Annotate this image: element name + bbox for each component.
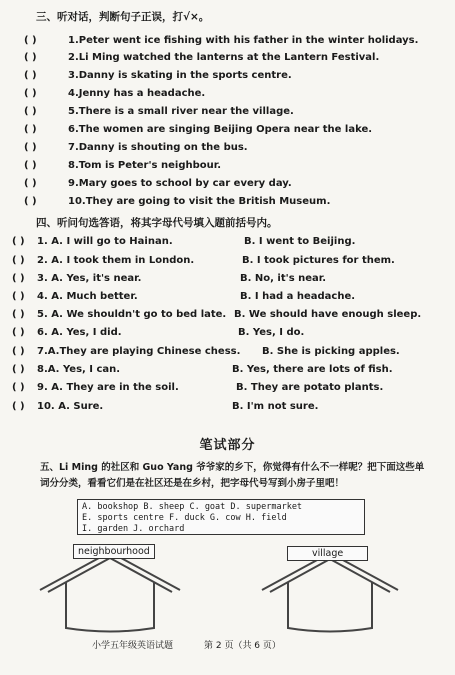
option-a: 3. A. Yes, it's near. bbox=[37, 273, 142, 284]
option-a: 4. A. Much better. bbox=[37, 291, 138, 302]
answer-bracket[interactable]: ( ) bbox=[12, 273, 25, 284]
section4-heading: 四、听问句选答语，将其字母代号填入题前括号内。 bbox=[36, 217, 278, 229]
option-a: 9. A. They are in the soil. bbox=[37, 382, 179, 393]
answer-bracket[interactable]: ( ) bbox=[24, 178, 37, 189]
section3-heading: 三、听对话，判断句子正误，打√×。 bbox=[36, 11, 210, 23]
answer-bracket[interactable]: ( ) bbox=[12, 236, 25, 247]
answer-bracket[interactable]: ( ) bbox=[12, 309, 25, 320]
option-b: B. I took pictures for them. bbox=[242, 255, 395, 266]
word-bank-line: A. bookshop B. sheep C. goat D. supermarket bbox=[82, 502, 303, 512]
statement-text: 8.Tom is Peter's neighbour. bbox=[68, 160, 222, 171]
option-b: B. I'm not sure. bbox=[232, 401, 319, 412]
statement-text: 2.Li Ming watched the lanterns at the Lantern Festival. bbox=[68, 52, 380, 63]
statement-text: 9.Mary goes to school by car every day. bbox=[68, 178, 292, 189]
answer-bracket[interactable]: ( ) bbox=[12, 382, 25, 393]
option-b: B. Yes, there are lots of fish. bbox=[232, 364, 393, 375]
option-a: 8.A. Yes, I can. bbox=[37, 364, 121, 375]
village-label: village bbox=[287, 546, 368, 561]
footer-page-number: 第 2 页（共 6 页） bbox=[204, 641, 281, 651]
answer-bracket[interactable]: ( ) bbox=[24, 35, 37, 46]
answer-bracket[interactable]: ( ) bbox=[24, 52, 37, 63]
statement-text: 1.Peter went ice fishing with his father in the winter holidays. bbox=[68, 35, 419, 46]
answer-bracket[interactable]: ( ) bbox=[12, 364, 25, 375]
statement-text: 5.There is a small river near the village. bbox=[68, 106, 294, 117]
option-b: B. They are potato plants. bbox=[236, 382, 384, 393]
answer-bracket[interactable]: ( ) bbox=[24, 124, 37, 135]
option-b: B. No, it's near. bbox=[240, 273, 327, 284]
neighbourhood-house bbox=[40, 552, 180, 632]
option-a: 5. A. We shouldn't go to bed late. bbox=[37, 309, 227, 320]
section5-instruction-line1: 五、Li Ming 的社区和 Guo Yang 爷爷家的乡下，你觉得有什么不一样呢？把下面这些单 bbox=[40, 462, 425, 473]
answer-bracket[interactable]: ( ) bbox=[24, 196, 37, 207]
option-a: 1. A. I will go to Hainan. bbox=[37, 236, 173, 247]
option-b: B. I went to Beijing. bbox=[244, 236, 356, 247]
option-a: 10. A. Sure. bbox=[37, 401, 104, 412]
option-b: B. Yes, I do. bbox=[238, 327, 305, 338]
section5-instruction-line2: 词分分类，看看它们是在社区还是在乡村，把字母代号写到小房子里吧！ bbox=[40, 478, 345, 489]
statement-text: 6.The women are singing Beijing Opera near the lake. bbox=[68, 124, 373, 135]
option-a: 6. A. Yes, I did. bbox=[37, 327, 122, 338]
answer-bracket[interactable]: ( ) bbox=[12, 401, 25, 412]
statement-text: 10.They are going to visit the British Museum. bbox=[68, 196, 331, 207]
option-b: B. I had a headache. bbox=[240, 291, 356, 302]
answer-bracket[interactable]: ( ) bbox=[12, 291, 25, 302]
answer-bracket[interactable]: ( ) bbox=[24, 160, 37, 171]
statement-text: 7.Danny is shouting on the bus. bbox=[68, 142, 248, 153]
answer-bracket[interactable]: ( ) bbox=[24, 70, 37, 81]
word-bank-line: E. sports centre F. duck G. cow H. field bbox=[82, 513, 287, 523]
answer-bracket[interactable]: ( ) bbox=[24, 142, 37, 153]
written-section-title: 笔试部分 bbox=[199, 438, 256, 453]
option-b: B. She is picking apples. bbox=[262, 346, 400, 357]
answer-bracket[interactable]: ( ) bbox=[24, 106, 37, 117]
option-b: B. We should have enough sleep. bbox=[234, 309, 422, 320]
answer-bracket[interactable]: ( ) bbox=[12, 346, 25, 357]
answer-bracket[interactable]: ( ) bbox=[12, 255, 25, 266]
word-bank-line: I. garden J. orchard bbox=[82, 524, 185, 534]
footer-title: 小学五年级英语试题 bbox=[92, 641, 174, 651]
answer-bracket[interactable]: ( ) bbox=[12, 327, 25, 338]
option-a: 7.A.They are playing Chinese chess. bbox=[37, 346, 241, 357]
option-a: 2. A. I took them in London. bbox=[37, 255, 195, 266]
statement-text: 4.Jenny has a headache. bbox=[68, 88, 206, 99]
statement-text: 3.Danny is skating in the sports centre. bbox=[68, 70, 292, 81]
answer-bracket[interactable]: ( ) bbox=[24, 88, 37, 99]
village-house bbox=[262, 553, 398, 632]
neighbourhood-label: neighbourhood bbox=[73, 544, 155, 559]
